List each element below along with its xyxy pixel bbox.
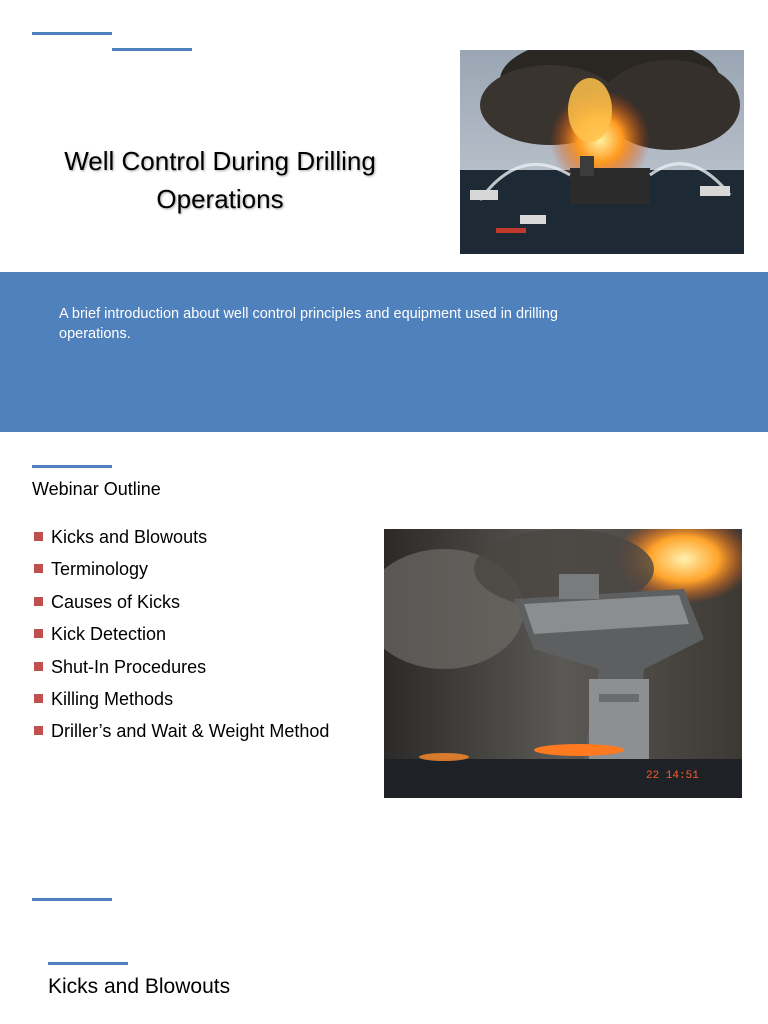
list-item-label: Driller’s and Wait & Weight Method: [51, 721, 330, 742]
rig-fire-photo-image: [460, 50, 744, 254]
accent-rule-slide3-1: [32, 898, 112, 901]
accent-rule-slide3-2: [48, 962, 128, 965]
square-bullet-icon: [34, 597, 43, 606]
outline-list: [34, 524, 329, 751]
list-item-label: Killing Methods: [51, 688, 174, 709]
list-item-label: Kicks and Blowouts: [51, 527, 208, 547]
list-item: [34, 589, 329, 621]
list-item: [34, 686, 329, 718]
slide-title: [30, 142, 410, 218]
list-item-label: Kick Detection: [51, 624, 167, 645]
square-bullet-icon: [34, 662, 43, 671]
list-item: [34, 556, 329, 588]
subtitle-band: [0, 272, 768, 432]
photo-timestamp: 22 14:51: [646, 770, 699, 782]
square-bullet-icon: [34, 629, 43, 638]
slide-title-line-1: Well Control During Drilling: [64, 146, 376, 176]
slide-subtitle: A brief introduction about well control principles and equipment used in drilling operations.: [59, 306, 558, 342]
list-item: [34, 621, 329, 653]
square-bullet-icon: [34, 564, 43, 573]
slide-title-line-2: Operations: [156, 184, 284, 214]
platform-fire-photo-image: [384, 529, 742, 798]
list-item-label: Terminology: [51, 559, 149, 580]
outline-heading: Webinar Outline: [32, 479, 161, 499]
list-item-label: Causes of Kicks: [51, 591, 181, 612]
square-bullet-icon: [34, 694, 43, 703]
kicks-heading: Kicks and Blowouts: [48, 975, 231, 998]
accent-rule-top-2: [112, 48, 192, 51]
list-item: [34, 524, 329, 556]
list-item: [34, 718, 329, 750]
square-bullet-icon: [34, 532, 43, 541]
square-bullet-icon: [34, 726, 43, 735]
list-item-label: Shut-In Procedures: [51, 656, 207, 677]
accent-rule-top-1: [32, 32, 112, 35]
platform-fire-photo: [384, 529, 742, 798]
rig-fire-photo: [460, 50, 744, 254]
accent-rule-outline: [32, 465, 112, 468]
list-item: [34, 654, 329, 686]
